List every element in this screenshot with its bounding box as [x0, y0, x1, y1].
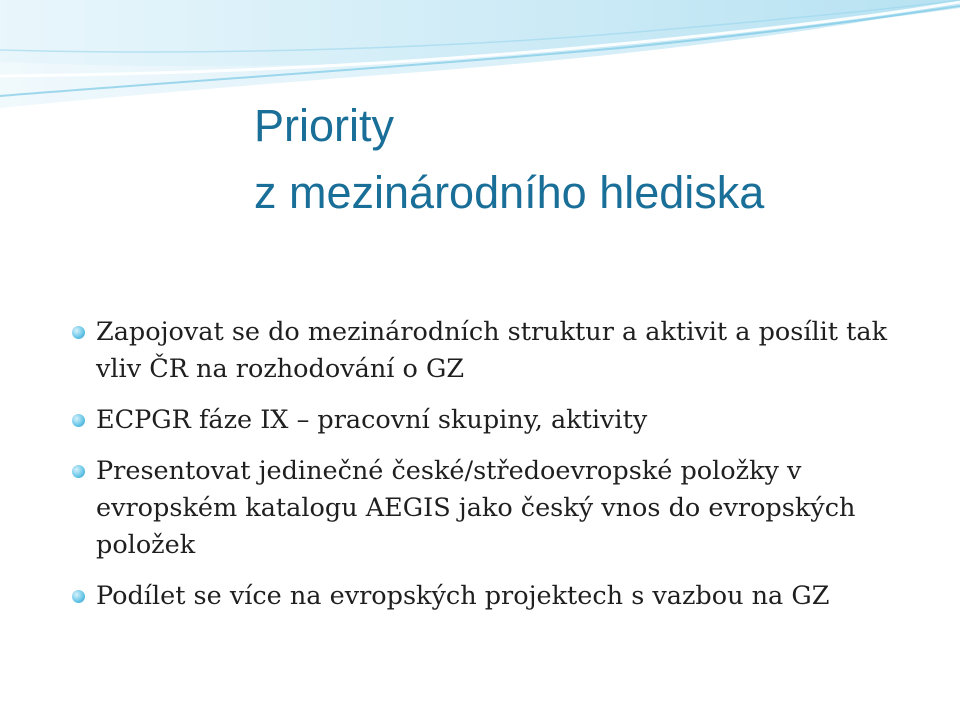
slide-title	[254, 92, 944, 226]
bullet-list	[72, 314, 922, 629]
slide-title-line-2: z mezinárodního hlediska	[254, 167, 765, 218]
bullet-text: Presentovat jedinečné české/středoevropské položky v evropském katalogu AEGIS jako český vnos do evropských položek	[96, 456, 856, 560]
circle-bullet-icon	[72, 590, 85, 603]
bullet-item	[72, 314, 922, 388]
bullet-text: Podílet se více na evropských projektech s vazbou na GZ	[96, 581, 830, 611]
bullet-item	[72, 453, 922, 564]
bullet-text: ECPGR fáze IX – pracovní skupiny, aktivity	[96, 405, 648, 435]
circle-bullet-icon	[72, 465, 85, 478]
bullet-text: Zapojovat se do mezinárodních struktur a aktivit a posílit tak vliv ČR na rozhodování o GZ	[96, 317, 888, 384]
bullet-item	[72, 402, 922, 439]
bullet-item	[72, 578, 922, 615]
circle-bullet-icon	[72, 414, 85, 427]
slide-title-line-1: Priority	[254, 100, 395, 151]
circle-bullet-icon	[72, 326, 85, 339]
